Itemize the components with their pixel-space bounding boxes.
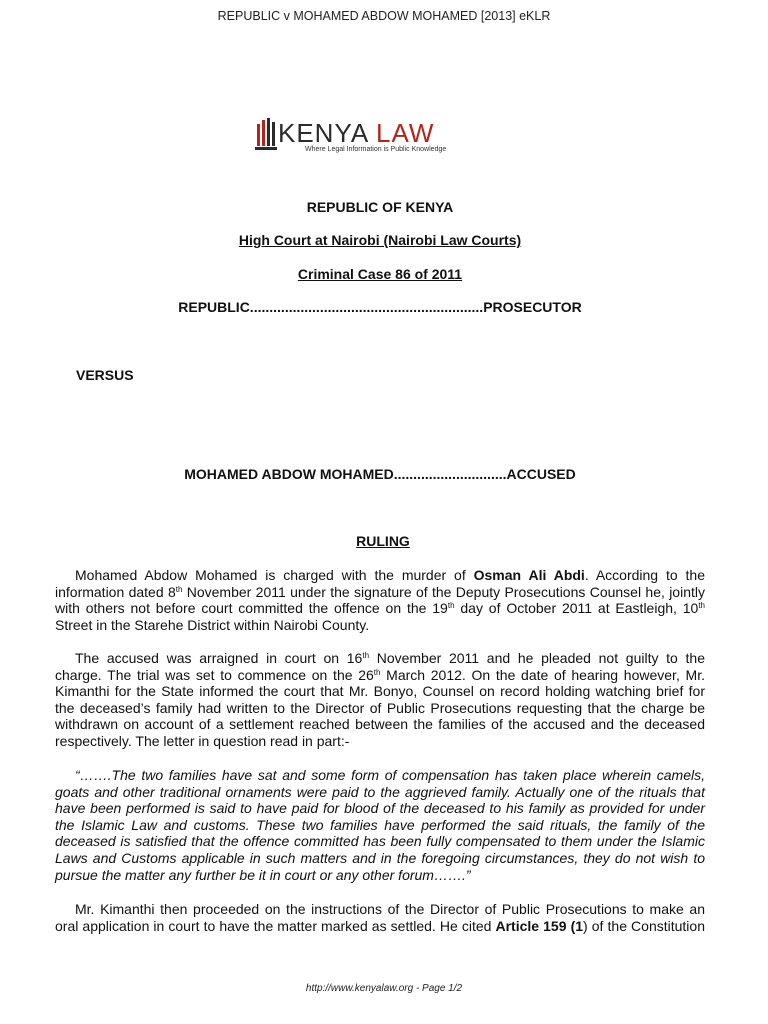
ruling-heading: RULING (356, 533, 410, 549)
prosecutor-line: REPUBLIC............................................................PROSECUTOR (178, 299, 582, 315)
kenya-law-logo (255, 116, 465, 158)
quoted-letter: “…….The two families have sat and some form of compensation has taken place wherein camels, goats and other traditional ornaments were paid to the aggrieved family. Actually one of the rituals that have been performed is said to have paid for blood of the deceased to his family as provided for under the Islamic Law and customs. These two families have performed the said rituals, the family of the deceased is satisfied that the offence committed has been fully compensated to them under the Islamic Laws and Customs applicable in such matters and in the foregoing circumstances, they do not wish to pursue the matter any further be it in court or any other forum…….” (55, 767, 705, 883)
running-header: REPUBLIC v MOHAMED ABDOW MOHAMED [2013] eKLR (217, 9, 551, 23)
paragraph-application: Mr. Kimanthi then proceeded on the instructions of the Director of Public Prosecutions to make an oral application in court to have the matter marked as settled. He cited Article 159 (1) of the Constitution (55, 901, 705, 934)
paragraph-charge: Mohamed Abdow Mohamed is charged with the murder of Osman Ali Abdi. According to the information dated 8th November 2011 under the signature of the Deputy Prosecutions Counsel he, jointly with others not before court committed the offence on the 19th day of October 2011 at Eastleigh, 10th Street in the Starehe District within Nairobi County. (55, 567, 706, 633)
court-title: High Court at Nairobi (Nairobi Law Courts) (238, 232, 522, 248)
page-footer: http://www.kenyalaw.org - Page 1/2 (305, 983, 463, 994)
case-number: Criminal Case 86 of 2011 (297, 266, 463, 282)
paragraph-arraignment: The accused was arraigned in court on 16th November 2011 and he pleaded not guilty to the charge. The trial was set to commence on the 26th March 2012. On the date of hearing however, Mr. Kimanthi for the State informed the court that Mr. Bonyo, Counsel on record holding watching brief for the deceased’s family had written to the Director of Public Prosecutions requesting that the charge be withdrawn on account of a settlement reached between the families of the accused and the deceased respectively. The letter in question read in part:- (55, 650, 705, 749)
accused-line: MOHAMED ABDOW MOHAMED.............................ACCUSED (184, 466, 576, 482)
logo-wordmark: KENYA LAW (278, 118, 435, 148)
logo-tagline: Where Legal Information is Public Knowledge (305, 146, 447, 153)
country-title: REPUBLIC OF KENYA (306, 199, 454, 215)
versus-label: VERSUS (76, 367, 134, 383)
pillars-icon (255, 116, 279, 152)
